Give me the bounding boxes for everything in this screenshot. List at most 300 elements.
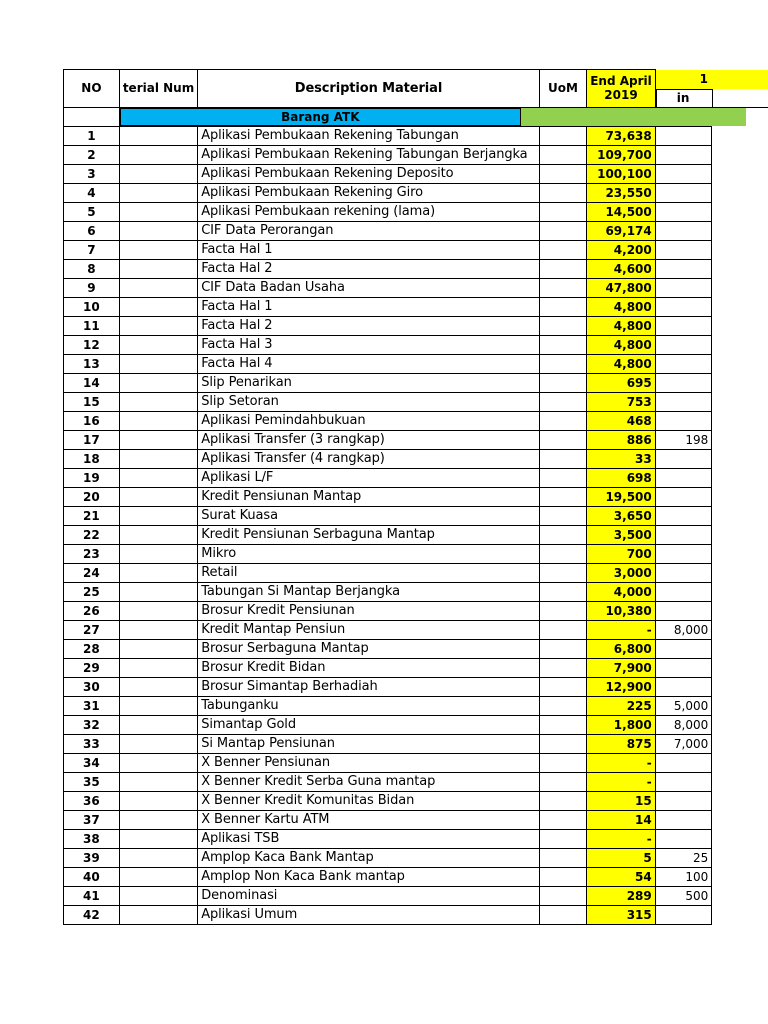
row-in-cell[interactable]: 5,000 [655, 696, 712, 715]
row-uom-cell[interactable] [539, 335, 586, 354]
row-in-cell[interactable] [655, 658, 712, 677]
category-label[interactable]: Barang ATK [120, 108, 521, 126]
row-stock-cell[interactable]: - [587, 620, 656, 639]
row-no-cell[interactable]: 34 [64, 753, 120, 772]
row-stock-cell[interactable]: 15 [587, 791, 656, 810]
row-material-number-cell[interactable] [119, 278, 197, 297]
row-no-cell[interactable]: 1 [64, 126, 120, 145]
row-in-cell[interactable] [655, 183, 712, 202]
row-description-cell[interactable]: Aplikasi Pemindahbukuan [198, 411, 540, 430]
row-no-cell[interactable]: 39 [64, 848, 120, 867]
header-uom[interactable]: UoM [539, 70, 586, 108]
row-description-cell[interactable]: Aplikasi L/F [198, 468, 540, 487]
row-no-cell[interactable]: 9 [64, 278, 120, 297]
table-row [64, 886, 768, 905]
row-description-cell[interactable]: Aplikasi Pembukaan rekening (lama) [198, 202, 540, 221]
table-row [64, 753, 768, 772]
row-in-cell[interactable]: 198 [655, 430, 712, 449]
table-row [64, 810, 768, 829]
table-row [64, 772, 768, 791]
row-in-cell[interactable]: 8,000 [655, 715, 712, 734]
row-uom-cell[interactable] [539, 829, 586, 848]
table-row [64, 164, 768, 183]
row-uom-cell[interactable] [539, 373, 586, 392]
table-row [64, 848, 768, 867]
row-description-cell[interactable]: CIF Data Badan Usaha [198, 278, 540, 297]
row-material-number-cell[interactable] [119, 411, 197, 430]
row-no-cell[interactable]: 27 [64, 620, 120, 639]
row-description-cell[interactable]: Slip Setoran [198, 392, 540, 411]
row-stock-cell[interactable]: 69,174 [587, 221, 656, 240]
row-stock-cell[interactable]: 33 [587, 449, 656, 468]
row-material-number-cell[interactable] [119, 202, 197, 221]
row-in-cell[interactable] [655, 392, 712, 411]
header-top-right [656, 70, 768, 89]
row-uom-cell[interactable] [539, 620, 586, 639]
row-in-cell[interactable] [655, 126, 712, 145]
row-in-cell[interactable]: 25 [655, 848, 712, 867]
row-uom-cell[interactable] [539, 297, 586, 316]
row-material-number-cell[interactable] [119, 525, 197, 544]
row-stock-cell[interactable]: 225 [587, 696, 656, 715]
row-material-number-cell[interactable] [119, 867, 197, 886]
row-stock-cell[interactable]: 3,000 [587, 563, 656, 582]
row-no-cell[interactable]: 30 [64, 677, 120, 696]
row-no-cell[interactable]: 38 [64, 829, 120, 848]
header-no[interactable]: NO [64, 70, 120, 108]
row-no-cell[interactable]: 23 [64, 544, 120, 563]
row-in-cell[interactable] [655, 297, 712, 316]
row-stock-cell[interactable]: 695 [587, 373, 656, 392]
header-row [64, 70, 768, 108]
row-stock-cell[interactable]: 3,500 [587, 525, 656, 544]
table-row [64, 905, 768, 924]
category-no-cell[interactable] [64, 107, 120, 126]
row-description-cell[interactable]: Brosur Kredit Bidan [198, 658, 540, 677]
row-in-cell[interactable]: 8,000 [655, 620, 712, 639]
row-no-cell[interactable]: 15 [64, 392, 120, 411]
row-uom-cell[interactable] [539, 810, 586, 829]
row-uom-cell[interactable] [539, 677, 586, 696]
table-row [64, 791, 768, 810]
table-row [64, 183, 768, 202]
row-stock-cell[interactable]: 14,500 [587, 202, 656, 221]
row-description-cell[interactable]: X Benner Kredit Komunitas Bidan [198, 791, 540, 810]
row-uom-cell[interactable] [539, 753, 586, 772]
header-stock-line1: End April [590, 74, 652, 89]
row-uom-cell[interactable] [539, 715, 586, 734]
row-stock-cell[interactable]: 23,550 [587, 183, 656, 202]
row-material-number-cell[interactable] [119, 221, 197, 240]
row-stock-cell[interactable]: 5 [587, 848, 656, 867]
row-no-cell[interactable]: 22 [64, 525, 120, 544]
row-description-cell[interactable]: Aplikasi Pembukaan Rekening Tabungan Berjangka [198, 145, 540, 164]
row-no-cell[interactable]: 10 [64, 297, 120, 316]
row-stock-cell[interactable]: 468 [587, 411, 656, 430]
row-material-number-cell[interactable] [119, 639, 197, 658]
row-description-cell[interactable]: Retail [198, 563, 540, 582]
table-row [64, 202, 768, 221]
table-row [64, 126, 768, 145]
row-no-cell[interactable]: 26 [64, 601, 120, 620]
row-material-number-cell[interactable] [119, 791, 197, 810]
row-no-cell[interactable]: 2 [64, 145, 120, 164]
row-in-cell[interactable] [655, 259, 712, 278]
row-in-cell[interactable] [655, 525, 712, 544]
table-row [64, 639, 768, 658]
row-no-cell[interactable]: 5 [64, 202, 120, 221]
row-no-cell[interactable]: 16 [64, 411, 120, 430]
row-in-cell[interactable]: 500 [655, 886, 712, 905]
row-stock-cell[interactable]: 54 [587, 867, 656, 886]
row-material-number-cell[interactable] [119, 582, 197, 601]
row-stock-cell[interactable]: 4,200 [587, 240, 656, 259]
row-description-cell[interactable]: Brosur Serbaguna Mantap [198, 639, 540, 658]
row-in-cell[interactable] [655, 563, 712, 582]
row-stock-cell[interactable]: 6,800 [587, 639, 656, 658]
row-no-cell[interactable]: 41 [64, 886, 120, 905]
row-stock-cell[interactable]: 47,800 [587, 278, 656, 297]
row-in-cell[interactable] [655, 772, 712, 791]
row-material-number-cell[interactable] [119, 430, 197, 449]
row-material-number-cell[interactable] [119, 658, 197, 677]
row-description-cell[interactable]: Mikro [198, 544, 540, 563]
row-description-cell[interactable]: X Benner Kredit Serba Guna mantap [198, 772, 540, 791]
row-description-cell[interactable]: X Benner Kartu ATM [198, 810, 540, 829]
row-uom-cell[interactable] [539, 411, 586, 430]
row-material-number-cell[interactable] [119, 183, 197, 202]
row-material-number-cell[interactable] [119, 715, 197, 734]
row-uom-cell[interactable] [539, 886, 586, 905]
row-in-cell[interactable] [655, 810, 712, 829]
header-description[interactable]: Description Material [198, 70, 540, 108]
row-no-cell[interactable]: 12 [64, 335, 120, 354]
row-uom-cell[interactable] [539, 582, 586, 601]
row-uom-cell[interactable] [539, 164, 586, 183]
row-uom-cell[interactable] [539, 658, 586, 677]
row-no-cell[interactable]: 31 [64, 696, 120, 715]
table-row [64, 487, 768, 506]
row-material-number-cell[interactable] [119, 696, 197, 715]
row-description-cell[interactable]: Aplikasi Pembukaan Rekening Deposito [198, 164, 540, 183]
row-no-cell[interactable]: 29 [64, 658, 120, 677]
table-row [64, 221, 768, 240]
row-description-cell[interactable]: Kredit Pensiunan Mantap [198, 487, 540, 506]
row-in-cell[interactable]: 7,000 [655, 734, 712, 753]
row-in-cell[interactable] [655, 221, 712, 240]
row-description-cell[interactable]: Facta Hal 4 [198, 354, 540, 373]
row-no-cell[interactable]: 37 [64, 810, 120, 829]
row-no-cell[interactable]: 18 [64, 449, 120, 468]
row-uom-cell[interactable] [539, 354, 586, 373]
row-description-cell[interactable]: Facta Hal 3 [198, 335, 540, 354]
header-material-number[interactable]: terial Num [119, 70, 197, 108]
row-material-number-cell[interactable] [119, 259, 197, 278]
row-uom-cell[interactable] [539, 848, 586, 867]
row-stock-cell[interactable]: 700 [587, 544, 656, 563]
row-material-number-cell[interactable] [119, 886, 197, 905]
row-no-cell[interactable]: 8 [64, 259, 120, 278]
row-uom-cell[interactable] [539, 791, 586, 810]
row-uom-cell[interactable] [539, 278, 586, 297]
row-material-number-cell[interactable] [119, 544, 197, 563]
row-in-cell[interactable] [655, 905, 712, 924]
row-stock-cell[interactable]: 73,638 [587, 126, 656, 145]
row-stock-cell[interactable]: 289 [587, 886, 656, 905]
table-row [64, 316, 768, 335]
row-uom-cell[interactable] [539, 202, 586, 221]
row-no-cell[interactable]: 36 [64, 791, 120, 810]
table-row [64, 734, 768, 753]
row-in-cell[interactable] [655, 354, 712, 373]
row-stock-cell[interactable]: 4,800 [587, 297, 656, 316]
table-row [64, 449, 768, 468]
row-material-number-cell[interactable] [119, 297, 197, 316]
row-no-cell[interactable]: 33 [64, 734, 120, 753]
row-in-cell[interactable] [655, 544, 712, 563]
table-row [64, 411, 768, 430]
row-description-cell[interactable]: Brosur Simantap Berhadiah [198, 677, 540, 696]
row-uom-cell[interactable] [539, 183, 586, 202]
table-row [64, 696, 768, 715]
table-row [64, 297, 768, 316]
row-material-number-cell[interactable] [119, 468, 197, 487]
row-material-number-cell[interactable] [119, 848, 197, 867]
row-material-number-cell[interactable] [119, 905, 197, 924]
row-stock-cell[interactable]: 753 [587, 392, 656, 411]
row-uom-cell[interactable] [539, 639, 586, 658]
row-uom-cell[interactable] [539, 468, 586, 487]
row-description-cell[interactable]: Aplikasi Pembukaan Rekening Tabungan [198, 126, 540, 145]
row-description-cell[interactable]: Kredit Pensiunan Serbaguna Mantap [198, 525, 540, 544]
row-description-cell[interactable]: Surat Kuasa [198, 506, 540, 525]
row-uom-cell[interactable] [539, 525, 586, 544]
row-no-cell[interactable]: 40 [64, 867, 120, 886]
row-uom-cell[interactable] [539, 430, 586, 449]
row-uom-cell[interactable] [539, 905, 586, 924]
row-in-cell[interactable] [655, 468, 712, 487]
row-description-cell[interactable]: Tabungan Si Mantap Berjangka [198, 582, 540, 601]
row-uom-cell[interactable] [539, 145, 586, 164]
row-in-cell[interactable] [655, 677, 712, 696]
row-in-cell[interactable] [655, 278, 712, 297]
row-stock-cell[interactable]: 4,600 [587, 259, 656, 278]
table-row [64, 335, 768, 354]
row-uom-cell[interactable] [539, 316, 586, 335]
table-row [64, 468, 768, 487]
row-material-number-cell[interactable] [119, 335, 197, 354]
row-in-cell[interactable] [655, 202, 712, 221]
row-material-number-cell[interactable] [119, 620, 197, 639]
row-description-cell[interactable]: Denominasi [198, 886, 540, 905]
row-uom-cell[interactable] [539, 563, 586, 582]
row-description-cell[interactable]: Facta Hal 1 [198, 297, 540, 316]
table-row [64, 240, 768, 259]
row-stock-cell[interactable]: - [587, 753, 656, 772]
row-description-cell[interactable]: Aplikasi Transfer (3 rangkap) [198, 430, 540, 449]
table-row [64, 525, 768, 544]
table-row [64, 829, 768, 848]
row-no-cell[interactable]: 25 [64, 582, 120, 601]
row-description-cell[interactable]: Tabunganku [198, 696, 540, 715]
row-no-cell[interactable]: 3 [64, 164, 120, 183]
row-description-cell[interactable]: Aplikasi Pembukaan Rekening Giro [198, 183, 540, 202]
row-stock-cell[interactable]: 4,800 [587, 354, 656, 373]
row-in-cell[interactable] [655, 411, 712, 430]
row-in-cell[interactable]: 100 [655, 867, 712, 886]
row-material-number-cell[interactable] [119, 772, 197, 791]
row-in-cell[interactable] [655, 373, 712, 392]
table-row [64, 278, 768, 297]
row-stock-cell[interactable]: 886 [587, 430, 656, 449]
row-uom-cell[interactable] [539, 601, 586, 620]
row-description-cell[interactable]: Facta Hal 2 [198, 316, 540, 335]
row-no-cell[interactable]: 19 [64, 468, 120, 487]
row-in-cell[interactable] [655, 601, 712, 620]
row-material-number-cell[interactable] [119, 810, 197, 829]
row-material-number-cell[interactable] [119, 677, 197, 696]
row-no-cell[interactable]: 7 [64, 240, 120, 259]
row-uom-cell[interactable] [539, 696, 586, 715]
row-material-number-cell[interactable] [119, 601, 197, 620]
row-no-cell[interactable]: 4 [64, 183, 120, 202]
row-description-cell[interactable]: Facta Hal 1 [198, 240, 540, 259]
row-no-cell[interactable]: 14 [64, 373, 120, 392]
row-description-cell[interactable]: Aplikasi Transfer (4 rangkap) [198, 449, 540, 468]
row-uom-cell[interactable] [539, 221, 586, 240]
table-row [64, 658, 768, 677]
row-description-cell[interactable]: Kredit Mantap Pensiun [198, 620, 540, 639]
row-no-cell[interactable]: 6 [64, 221, 120, 240]
row-no-cell[interactable]: 11 [64, 316, 120, 335]
row-stock-cell[interactable]: 4,000 [587, 582, 656, 601]
row-uom-cell[interactable] [539, 506, 586, 525]
row-no-cell[interactable]: 35 [64, 772, 120, 791]
row-description-cell[interactable]: Facta Hal 2 [198, 259, 540, 278]
row-material-number-cell[interactable] [119, 164, 197, 183]
row-uom-cell[interactable] [539, 126, 586, 145]
row-in-cell[interactable] [655, 449, 712, 468]
row-stock-cell[interactable]: 875 [587, 734, 656, 753]
header-in[interactable]: in [656, 89, 713, 107]
row-material-number-cell[interactable] [119, 392, 197, 411]
row-stock-cell[interactable]: 698 [587, 468, 656, 487]
row-in-cell[interactable] [655, 240, 712, 259]
table-row [64, 563, 768, 582]
row-no-cell[interactable]: 13 [64, 354, 120, 373]
row-material-number-cell[interactable] [119, 734, 197, 753]
row-stock-cell[interactable]: 4,800 [587, 316, 656, 335]
row-material-number-cell[interactable] [119, 449, 197, 468]
row-in-cell[interactable] [655, 316, 712, 335]
row-uom-cell[interactable] [539, 487, 586, 506]
row-material-number-cell[interactable] [119, 373, 197, 392]
row-no-cell[interactable]: 17 [64, 430, 120, 449]
row-stock-cell[interactable]: 109,700 [587, 145, 656, 164]
row-uom-cell[interactable] [539, 734, 586, 753]
row-material-number-cell[interactable] [119, 145, 197, 164]
row-stock-cell[interactable]: 19,500 [587, 487, 656, 506]
row-in-cell[interactable] [655, 753, 712, 772]
row-stock-cell[interactable]: 12,900 [587, 677, 656, 696]
row-uom-cell[interactable] [539, 544, 586, 563]
row-stock-cell[interactable]: 14 [587, 810, 656, 829]
row-stock-cell[interactable]: 3,650 [587, 506, 656, 525]
row-material-number-cell[interactable] [119, 506, 197, 525]
row-uom-cell[interactable] [539, 867, 586, 886]
row-in-cell[interactable] [655, 639, 712, 658]
row-no-cell[interactable]: 32 [64, 715, 120, 734]
row-uom-cell[interactable] [539, 240, 586, 259]
table-row [64, 677, 768, 696]
row-description-cell[interactable]: Brosur Kredit Pensiunan [198, 601, 540, 620]
row-in-cell[interactable] [655, 164, 712, 183]
row-material-number-cell[interactable] [119, 487, 197, 506]
header-stock-end-april[interactable] [587, 70, 656, 108]
row-uom-cell[interactable] [539, 772, 586, 791]
row-description-cell[interactable]: CIF Data Perorangan [198, 221, 540, 240]
row-no-cell[interactable]: 28 [64, 639, 120, 658]
row-description-cell[interactable]: Slip Penarikan [198, 373, 540, 392]
row-description-cell[interactable]: Amplop Kaca Bank Mantap [198, 848, 540, 867]
row-in-cell[interactable] [655, 582, 712, 601]
row-stock-cell[interactable]: 10,380 [587, 601, 656, 620]
row-stock-cell[interactable]: 4,800 [587, 335, 656, 354]
row-in-cell[interactable] [655, 506, 712, 525]
row-description-cell[interactable]: X Benner Pensiunan [198, 753, 540, 772]
row-description-cell[interactable]: Amplop Non Kaca Bank mantap [198, 867, 540, 886]
row-no-cell[interactable]: 20 [64, 487, 120, 506]
header-in-group[interactable] [655, 70, 768, 108]
row-stock-cell[interactable]: 315 [587, 905, 656, 924]
row-in-cell[interactable] [655, 335, 712, 354]
row-description-cell[interactable]: Simantap Gold [198, 715, 540, 734]
row-material-number-cell[interactable] [119, 829, 197, 848]
row-description-cell[interactable]: Aplikasi TSB [198, 829, 540, 848]
row-stock-cell[interactable]: 7,900 [587, 658, 656, 677]
row-material-number-cell[interactable] [119, 354, 197, 373]
table-row [64, 544, 768, 563]
table-row [64, 620, 768, 639]
row-material-number-cell[interactable] [119, 563, 197, 582]
row-material-number-cell[interactable] [119, 316, 197, 335]
row-uom-cell[interactable] [539, 392, 586, 411]
row-material-number-cell[interactable] [119, 126, 197, 145]
row-no-cell[interactable]: 24 [64, 563, 120, 582]
row-in-cell[interactable] [655, 487, 712, 506]
row-in-cell[interactable] [655, 145, 712, 164]
row-stock-cell[interactable]: - [587, 772, 656, 791]
row-description-cell[interactable]: Aplikasi Umum [198, 905, 540, 924]
table-row [64, 259, 768, 278]
row-material-number-cell[interactable] [119, 240, 197, 259]
table-row [64, 392, 768, 411]
row-stock-cell[interactable]: 1,800 [587, 715, 656, 734]
row-no-cell[interactable]: 42 [64, 905, 120, 924]
row-stock-cell[interactable]: - [587, 829, 656, 848]
row-material-number-cell[interactable] [119, 753, 197, 772]
row-uom-cell[interactable] [539, 259, 586, 278]
row-in-cell[interactable] [655, 829, 712, 848]
row-no-cell[interactable]: 21 [64, 506, 120, 525]
table-row [64, 506, 768, 525]
category-band [119, 107, 768, 126]
row-in-cell[interactable] [655, 791, 712, 810]
row-uom-cell[interactable] [539, 449, 586, 468]
header-top-right-value: 1 [699, 71, 708, 86]
row-stock-cell[interactable]: 100,100 [587, 164, 656, 183]
row-description-cell[interactable]: Si Mantap Pensiunan [198, 734, 540, 753]
